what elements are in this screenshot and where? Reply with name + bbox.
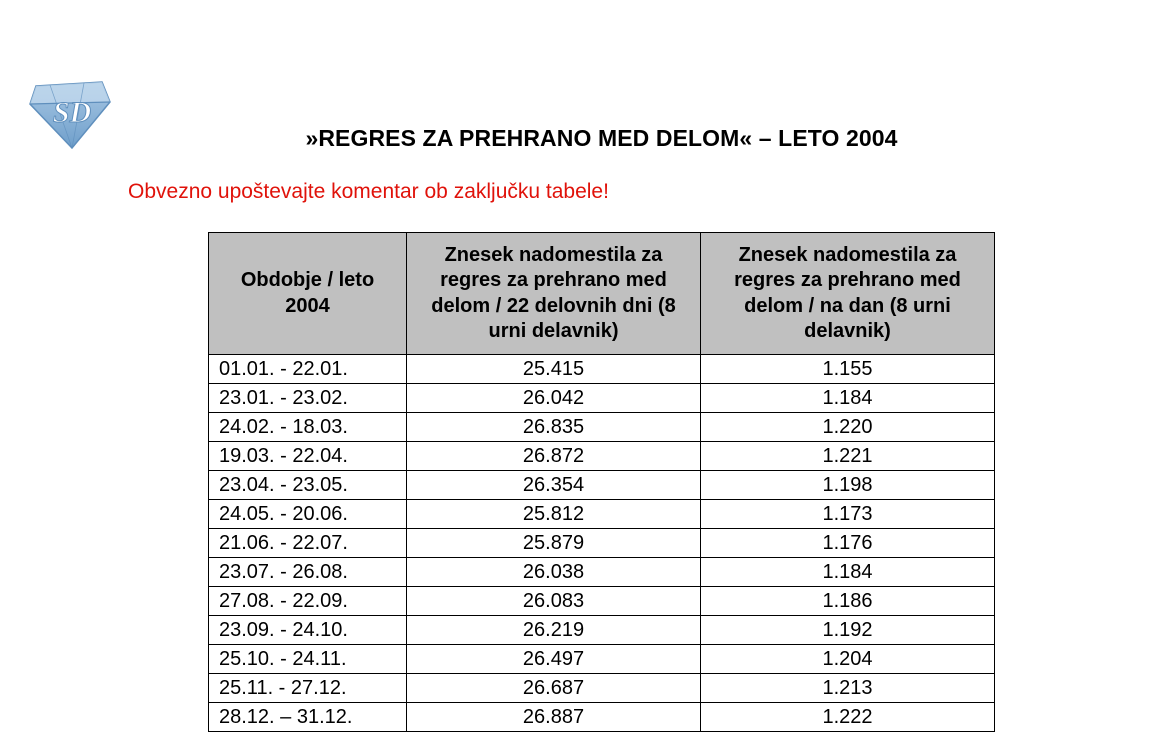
monthly-amount-cell: 26.687 bbox=[407, 674, 701, 703]
period-cell: 23.07. - 26.08. bbox=[209, 558, 407, 587]
period-cell: 19.03. - 22.04. bbox=[209, 442, 407, 471]
daily-amount-cell: 1.222 bbox=[701, 703, 995, 732]
period-cell: 25.10. - 24.11. bbox=[209, 645, 407, 674]
table-row bbox=[209, 384, 995, 413]
daily-amount-cell: 1.176 bbox=[701, 529, 995, 558]
period-cell: 23.04. - 23.05. bbox=[209, 471, 407, 500]
regres-table bbox=[208, 232, 995, 732]
daily-amount-cell: 1.155 bbox=[701, 355, 995, 384]
table-row bbox=[209, 471, 995, 500]
monthly-amount-cell: 26.042 bbox=[407, 384, 701, 413]
period-cell: 21.06. - 22.07. bbox=[209, 529, 407, 558]
table-row bbox=[209, 703, 995, 732]
daily-amount-cell: 1.184 bbox=[701, 558, 995, 587]
table-row bbox=[209, 645, 995, 674]
monthly-amount-cell: 26.219 bbox=[407, 616, 701, 645]
daily-amount-cell: 1.221 bbox=[701, 442, 995, 471]
period-cell: 24.02. - 18.03. bbox=[209, 413, 407, 442]
daily-amount-cell: 1.192 bbox=[701, 616, 995, 645]
table-header-row bbox=[209, 233, 995, 355]
daily-amount-cell: 1.220 bbox=[701, 413, 995, 442]
table-row bbox=[209, 616, 995, 645]
monthly-amount-cell: 26.497 bbox=[407, 645, 701, 674]
monthly-amount-cell: 25.415 bbox=[407, 355, 701, 384]
monthly-amount-cell: 25.812 bbox=[407, 500, 701, 529]
monthly-amount-cell: 26.038 bbox=[407, 558, 701, 587]
column-header-monthly-amount: Znesek nadomestila za regres za prehrano med delom / 22 delovnih dni (8 urni delavnik) bbox=[407, 233, 701, 355]
monthly-amount-cell: 26.835 bbox=[407, 413, 701, 442]
table-row bbox=[209, 413, 995, 442]
daily-amount-cell: 1.213 bbox=[701, 674, 995, 703]
column-header-daily-amount: Znesek nadomestila za regres za prehrano med delom / na dan (8 urni delavnik) bbox=[701, 233, 995, 355]
period-cell: 23.09. - 24.10. bbox=[209, 616, 407, 645]
logo-monogram: SD bbox=[52, 96, 92, 129]
period-cell: 24.05. - 20.06. bbox=[209, 500, 407, 529]
daily-amount-cell: 1.184 bbox=[701, 384, 995, 413]
period-cell: 01.01. - 22.01. bbox=[209, 355, 407, 384]
monthly-amount-cell: 25.879 bbox=[407, 529, 701, 558]
table-row bbox=[209, 442, 995, 471]
table-row bbox=[209, 587, 995, 616]
table-row bbox=[209, 355, 995, 384]
page-title: »REGRES ZA PREHRANO MED DELOM« – LETO 2004 bbox=[305, 125, 898, 151]
monthly-amount-cell: 26.354 bbox=[407, 471, 701, 500]
column-header-period: Obdobje / leto 2004 bbox=[209, 233, 407, 355]
daily-amount-cell: 1.186 bbox=[701, 587, 995, 616]
period-cell: 28.12. – 31.12. bbox=[209, 703, 407, 732]
table-row bbox=[209, 558, 995, 587]
table-row bbox=[209, 500, 995, 529]
daily-amount-cell: 1.198 bbox=[701, 471, 995, 500]
period-cell: 27.08. - 22.09. bbox=[209, 587, 407, 616]
monthly-amount-cell: 26.872 bbox=[407, 442, 701, 471]
table-row bbox=[209, 529, 995, 558]
period-cell: 25.11. - 27.12. bbox=[209, 674, 407, 703]
monthly-amount-cell: 26.887 bbox=[407, 703, 701, 732]
notice-text: Obvezno upoštevajte komentar ob zaključku tabele! bbox=[128, 180, 609, 203]
monthly-amount-cell: 26.083 bbox=[407, 587, 701, 616]
daily-amount-cell: 1.204 bbox=[701, 645, 995, 674]
period-cell: 23.01. - 23.02. bbox=[209, 384, 407, 413]
daily-amount-cell: 1.173 bbox=[701, 500, 995, 529]
table-row bbox=[209, 674, 995, 703]
